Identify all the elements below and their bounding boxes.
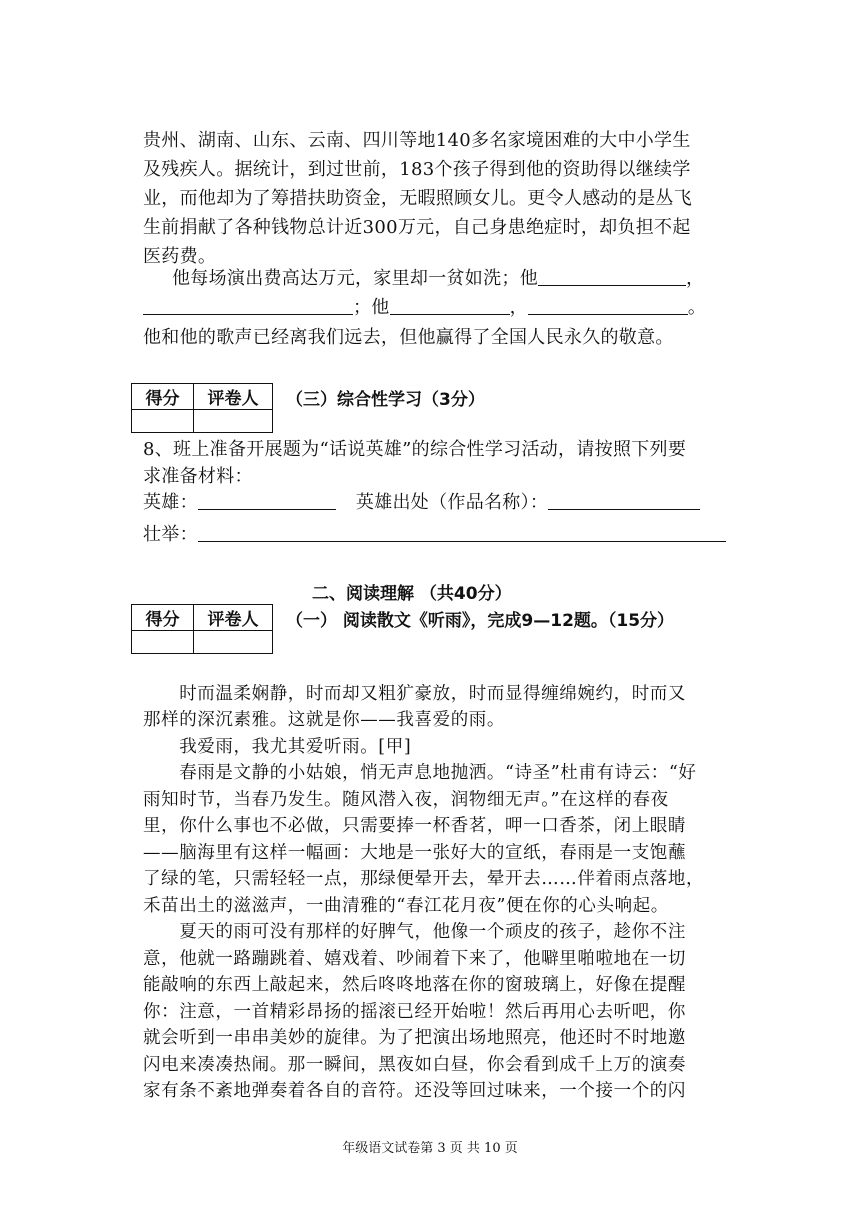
answer-blank[interactable] [143, 296, 353, 315]
score-cell[interactable] [132, 410, 194, 433]
fill-line-1 [172, 266, 732, 292]
story-line: 雨知时节，当春乃发生。随风潜入夜，润物细无声。”在这样的春夜 [143, 790, 669, 810]
punctuation: ， [509, 297, 528, 318]
story-line: 意，他就一路蹦跳着、嬉戏着、吵闹着下来了，他噼里啪啦地在一切 [143, 949, 686, 969]
story-line: 闪电来凑凑热闹。那一瞬间，黑夜如白昼，你会看到成千上万的演奏 [143, 1055, 686, 1075]
section-heading: （三）综合性学习（3分） [286, 390, 485, 410]
story-line: 那样的深沉素雅。这就是你——我喜爱的雨。 [143, 710, 505, 730]
question-line: 求准备材料： [143, 466, 253, 487]
deed-label: 壮举： [143, 524, 198, 545]
story-line: 禾苗出土的滋滋声，一曲清雅的“春江花月夜”便在你的心头响起。 [143, 896, 669, 916]
story-line: 我爱雨，我尤其爱听雨。[甲] [143, 737, 412, 757]
answer-blank[interactable] [538, 267, 686, 286]
score-table [131, 604, 273, 654]
story-line: 时而温柔娴静，时而却又粗犷豪放，时而显得缠绵婉约，时而又 [143, 684, 686, 704]
score-cell[interactable] [132, 631, 194, 654]
deed-row [143, 522, 733, 548]
fill-line-1-text: 他每场演出费高达万元，家里却一贫如洗；他 [172, 268, 538, 289]
story-line: 家有条不紊地弹奏着各自的音符。还没等回过味来，一个接一个的闪 [143, 1081, 686, 1101]
source-label: 英雄出处（作品名称）： [355, 492, 549, 513]
story-line: 夏天的雨可没有那样的好脾气，他像一个顽皮的孩子，趁你不注 [143, 922, 686, 942]
fill-line-2 [143, 295, 733, 321]
grader-cell[interactable] [194, 631, 273, 654]
deed-answer-blank[interactable] [198, 523, 726, 542]
story-line: ——脑海里有这样一幅画：大地是一张好大的宣纸，春雨是一支饱蘸 [143, 843, 686, 863]
fill-line-2-text: ；他 [353, 297, 390, 318]
source-answer-blank[interactable] [548, 491, 700, 510]
fill-line-3: 他和他的歌声已经离我们远去，但他赢得了全国人民永久的敬意。 [143, 327, 674, 348]
grader-cell[interactable] [194, 410, 273, 433]
score-header: 得分 [132, 384, 194, 410]
intro-line: 及残疾人。据统计，到过世前，183个孩子得到他的资助得以继续学 [143, 159, 691, 180]
intro-line: 医药费。 [143, 246, 217, 267]
hero-row [143, 490, 733, 516]
hero-label: 英雄： [143, 492, 198, 513]
part-title: 二、阅读理解 （共40分） [312, 584, 512, 604]
story-line: 里，你什么事也不必做，只需要捧一杯香茗，呷一口香茶，闭上眼睛 [143, 816, 686, 836]
intro-line: 生前捐献了各种钱物总计近300万元，自己身患绝症时，却负担不起 [143, 217, 691, 238]
intro-line: 贵州、湖南、山东、云南、四川等地140多名家境困难的大中小学生 [143, 130, 691, 151]
punctuation: 。 [687, 297, 707, 318]
story-line: 你：注意，一首精彩昂扬的摇滚已经开始啦！然后再用心去听吧，你 [143, 1002, 686, 1022]
answer-blank[interactable] [528, 296, 688, 315]
story-line: 能敲响的东西上敲起来，然后咚咚地落在你的窗玻璃上，好像在提醒 [143, 975, 686, 995]
grader-header: 评卷人 [194, 384, 273, 410]
punctuation: ， [686, 268, 705, 289]
hero-answer-blank[interactable] [198, 491, 336, 510]
page-footer: 年级语文试卷第 3 页 共 10 页 [342, 1141, 518, 1156]
answer-blank[interactable] [390, 296, 510, 315]
grader-header: 评卷人 [194, 605, 273, 631]
story-line: 就会听到一串串美妙的旋律。为了把演出场地照亮，他还时不时地邀 [143, 1028, 686, 1048]
intro-line: 业，而他却为了筹措扶助资金，无暇照顾女儿。更令人感动的是丛飞 [143, 188, 692, 209]
question-line: 8、班上准备开展题为“话说英雄”的综合性学习活动，请按照下列要 [143, 439, 687, 460]
reading-heading: （一） 阅读散文《听雨》，完成9—12题。（15分） [286, 611, 675, 631]
score-header: 得分 [132, 605, 194, 631]
story-line: 春雨是文静的小姑娘，悄无声息地抛洒。“诗圣”杜甫有诗云：“好 [143, 763, 697, 783]
story-line: 了绿的笔，只需轻轻一点，那绿便晕开去，晕开去……伴着雨点落地， [143, 869, 705, 889]
score-table [131, 383, 273, 433]
